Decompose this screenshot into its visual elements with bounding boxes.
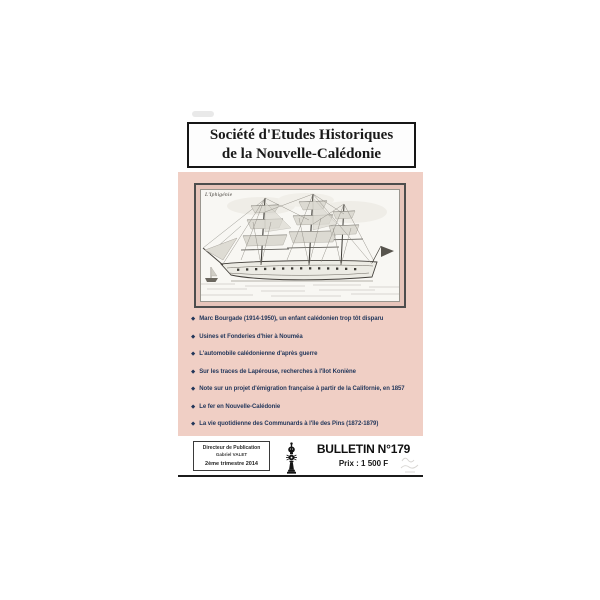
- issue-date: 2ème trimestre 2014: [205, 460, 258, 467]
- bulletin-cover: [178, 114, 423, 477]
- society-title-line1: Société d'Etudes Historiques: [209, 127, 394, 143]
- diamond-bullet-icon: ◆: [191, 351, 196, 357]
- ship-engraving: [201, 190, 399, 301]
- article-title: Note sur un projet d'émigration française à partir de la Californie, en 1857: [199, 386, 405, 392]
- diamond-bullet-icon: ◆: [191, 386, 196, 392]
- article-title: L'automobile calédonienne d'après guerre: [199, 351, 318, 357]
- article-title: Marc Bourgade (1914-1950), un enfant calédonien trop tôt disparu: [199, 316, 384, 322]
- ship-caption: L'Iphigénie: [205, 192, 233, 198]
- society-totem-logo-icon: [284, 442, 299, 474]
- diamond-bullet-icon: ◆: [191, 421, 196, 427]
- diamond-bullet-icon: ◆: [191, 316, 196, 322]
- list-item: [191, 421, 418, 428]
- society-title-line2: de la Nouvelle-Calédonie: [221, 146, 382, 162]
- bulletin-info: [304, 442, 423, 468]
- list-item: [191, 316, 418, 323]
- cover-pink-panel: [178, 172, 423, 436]
- society-title-box: [187, 122, 416, 168]
- article-title: Le fer en Nouvelle-Calédonie: [199, 403, 281, 410]
- bulletin-number: BULLETIN N°179: [316, 442, 411, 456]
- price-label: Prix : 1 500 F: [338, 459, 389, 468]
- ship-engraving-plate: [200, 189, 400, 302]
- article-title: Sur les traces de Lapérouse, recherches à l'îlot Koniène: [199, 368, 356, 375]
- list-item: [191, 334, 418, 341]
- publisher-name: Gabriel VALET: [215, 451, 248, 457]
- diamond-bullet-icon: ◆: [191, 333, 196, 340]
- publisher-info-box: [193, 441, 270, 471]
- article-list: [191, 316, 418, 439]
- article-title: La vie quotidienne des Communards à l'île des Pins (1872-1879): [199, 421, 379, 427]
- pencil-annotation: [399, 455, 423, 475]
- list-item: [191, 351, 418, 358]
- article-title: Usines et Fonderies d'hier à Nouméa: [199, 333, 303, 340]
- list-item: [191, 369, 418, 376]
- ship-picture-frame: [194, 183, 406, 308]
- scan-artifact: [192, 111, 214, 117]
- list-item: [191, 404, 418, 411]
- publisher-role: Directeur de Publication: [202, 444, 261, 451]
- diamond-bullet-icon: ◆: [191, 368, 196, 375]
- list-item: [191, 386, 418, 393]
- diamond-bullet-icon: ◆: [191, 403, 196, 410]
- cover-footer: [178, 436, 423, 475]
